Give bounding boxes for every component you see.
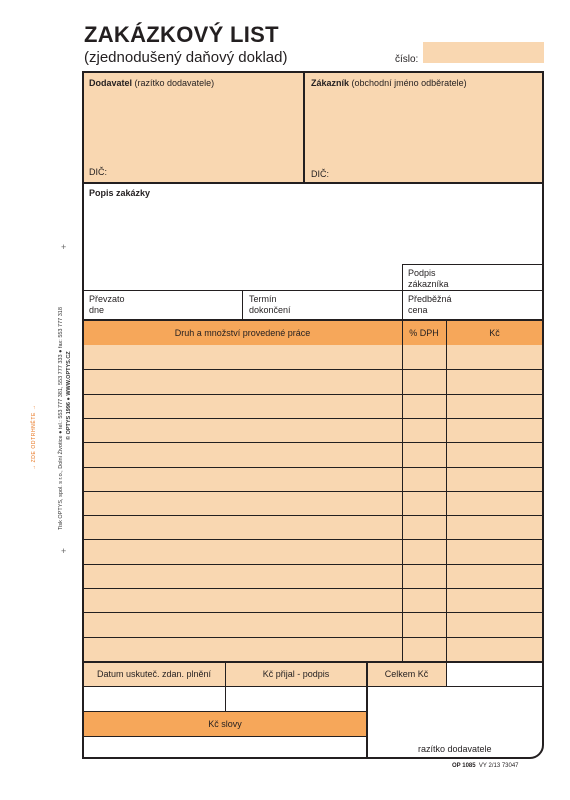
row-divider	[83, 467, 543, 468]
tear-off-label: → ZDE ODTRHNĚTE →	[31, 404, 37, 470]
podpis-label: Podpis zákazníka	[408, 268, 449, 289]
row-divider	[83, 394, 543, 395]
table-row[interactable]	[83, 394, 543, 418]
datum-field[interactable]	[84, 687, 224, 710]
number-label: číslo:	[395, 54, 419, 65]
row-divider	[83, 612, 543, 613]
prevzato-label: Převzato dne	[89, 294, 125, 315]
row-divider	[83, 564, 543, 565]
kc-slovy-field[interactable]	[84, 737, 366, 757]
dic-right-label: DIČ:	[311, 169, 329, 179]
col-dph-header: % DPH	[409, 327, 439, 338]
celkem-field[interactable]	[447, 663, 542, 685]
row-divider	[83, 369, 543, 370]
table-row[interactable]	[83, 612, 543, 636]
kc-prijal-label: Kč přijal - podpis	[262, 669, 330, 679]
table-row[interactable]	[83, 637, 543, 661]
table-row[interactable]	[83, 564, 543, 588]
row-divider	[83, 515, 543, 516]
dodavatel-field[interactable]	[84, 73, 302, 181]
celkem-label: Celkem Kč	[384, 669, 429, 679]
table-row[interactable]	[83, 442, 543, 466]
table-row[interactable]	[83, 588, 543, 612]
dodavatel-label: Dodavatel (razítko dodavatele)	[89, 78, 215, 88]
kc-prijal-field[interactable]	[226, 687, 366, 710]
table-row[interactable]	[83, 345, 543, 369]
popis-field[interactable]	[84, 200, 402, 288]
row-divider	[83, 418, 543, 419]
popis-label: Popis zakázky	[89, 188, 151, 198]
crop-mark-top: +	[61, 242, 67, 252]
row-divider	[83, 588, 543, 589]
row-divider	[83, 539, 543, 540]
dic-left-label: DIČ:	[89, 167, 107, 177]
termin-label: Termín dokončení	[249, 294, 291, 315]
row-divider	[83, 637, 543, 638]
crop-mark-bottom: +	[61, 546, 67, 556]
form-subtitle: (zjednodušený daňový doklad)	[84, 49, 288, 66]
predbezna-label: Předběžná cena	[408, 294, 452, 315]
datum-label: Datum uskuteč. zdan. plnění	[96, 669, 212, 679]
printer-info: Tisk OPTYS, spol. s r.o., Dolní Životice ● tel.: 553 777 381, 553 777 333 ● fax: 553 777 318	[58, 307, 64, 530]
form-code: OP 1085 VY 2/13 73047	[452, 763, 519, 769]
row-divider	[83, 491, 543, 492]
razitko-label: razítko dodavatele	[418, 744, 492, 754]
col-work-header: Druh a množství provedené práce	[174, 327, 311, 338]
table-row[interactable]	[83, 369, 543, 393]
table-row[interactable]	[83, 491, 543, 515]
row-divider	[83, 442, 543, 443]
zakaznik-field[interactable]	[305, 73, 542, 181]
table-row[interactable]	[83, 467, 543, 491]
zakaznik-label: Zákazník (obchodní jméno odběratele)	[311, 78, 467, 88]
table-row[interactable]	[83, 515, 543, 539]
kc-slovy-label: Kč slovy	[208, 718, 242, 729]
form-title: ZAKÁZKOVÝ LIST	[84, 22, 279, 47]
number-field[interactable]	[423, 42, 544, 63]
table-row[interactable]	[83, 539, 543, 563]
col-kc-header: Kč	[489, 327, 500, 338]
table-row[interactable]	[83, 418, 543, 442]
printer-web: © OPTYS 1996 ● WWW.OPTYS.CZ	[66, 351, 72, 440]
